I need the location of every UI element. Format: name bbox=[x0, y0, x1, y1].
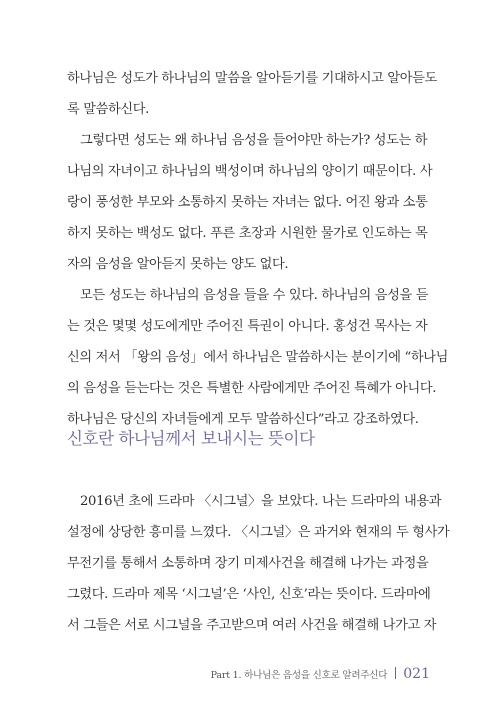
page-footer bbox=[211, 666, 430, 682]
body-line: 나님의 자녀이고 하나님의 백성이며 하나님의 양이기 때문이다. 사 bbox=[67, 164, 433, 179]
body-line: 2016년 초에 드라마 〈시그널〉을 보았다. 나는 드라마의 내용과 bbox=[80, 494, 442, 509]
body-line: 신의 저서 「왕의 음성」에서 하나님은 말씀하시는 분이기에 “하나님 bbox=[67, 350, 449, 365]
body-line: 하나님은 성도가 하나님의 말씀을 알아듣기를 기대하시고 알아듣도 bbox=[67, 71, 437, 86]
body-text-part2 bbox=[67, 486, 450, 641]
section-heading: 신호란 하나님께서 보내시는 뜻이다 bbox=[67, 429, 315, 448]
page-number: 021 bbox=[403, 666, 430, 682]
body-line: 그렇다면 성도는 왜 하나님 음성을 들어야만 하는가? 성도는 하 bbox=[80, 133, 428, 148]
body-line: 무전기를 통해서 소통하며 장기 미제사건을 해결해 나가는 과정을 bbox=[67, 556, 429, 571]
body-line: 랑이 풍성한 부모와 소통하지 못하는 자녀는 없다. 어진 왕과 소통 bbox=[67, 195, 428, 210]
footer-divider bbox=[395, 667, 396, 679]
body-text-part1 bbox=[67, 63, 449, 435]
body-line: 하나님은 당신의 자녀들에게 모두 말씀하신다”라고 강조하였다. bbox=[67, 412, 419, 427]
body-line: 록 말씀하신다. bbox=[67, 102, 150, 117]
body-line: 자의 음성을 알아듣지 못하는 양도 없다. bbox=[67, 257, 289, 272]
body-line: 설정에 상당한 흥미를 느꼈다. 〈시그널〉은 과거와 현재의 두 형사가 bbox=[67, 525, 450, 540]
body-line: 모든 성도는 하나님의 음성을 들을 수 있다. 하나님의 음성을 듣 bbox=[80, 288, 429, 303]
body-line: 는 것은 몇몇 성도에게만 주어진 특권이 아니다. 홍성건 목사는 자 bbox=[67, 319, 428, 334]
body-line: 하지 못하는 백성도 없다. 푸른 초장과 시원한 물가로 인도하는 목 bbox=[67, 226, 428, 241]
body-line: 그렸다. 드라마 제목 ‘시그널’은 ‘사인, 신호’라는 뜻이다. 드라마에 bbox=[67, 587, 431, 602]
body-line: 의 음성을 듣는다는 것은 특별한 사람에게만 주어진 특혜가 아니다. bbox=[67, 381, 437, 396]
body-line: 서 그들은 서로 시그널을 주고받으며 여러 사건을 해결해 나가고 자 bbox=[67, 618, 437, 633]
running-head: Part 1. 하나님은 음성을 신호로 알려주신다 bbox=[210, 670, 388, 681]
